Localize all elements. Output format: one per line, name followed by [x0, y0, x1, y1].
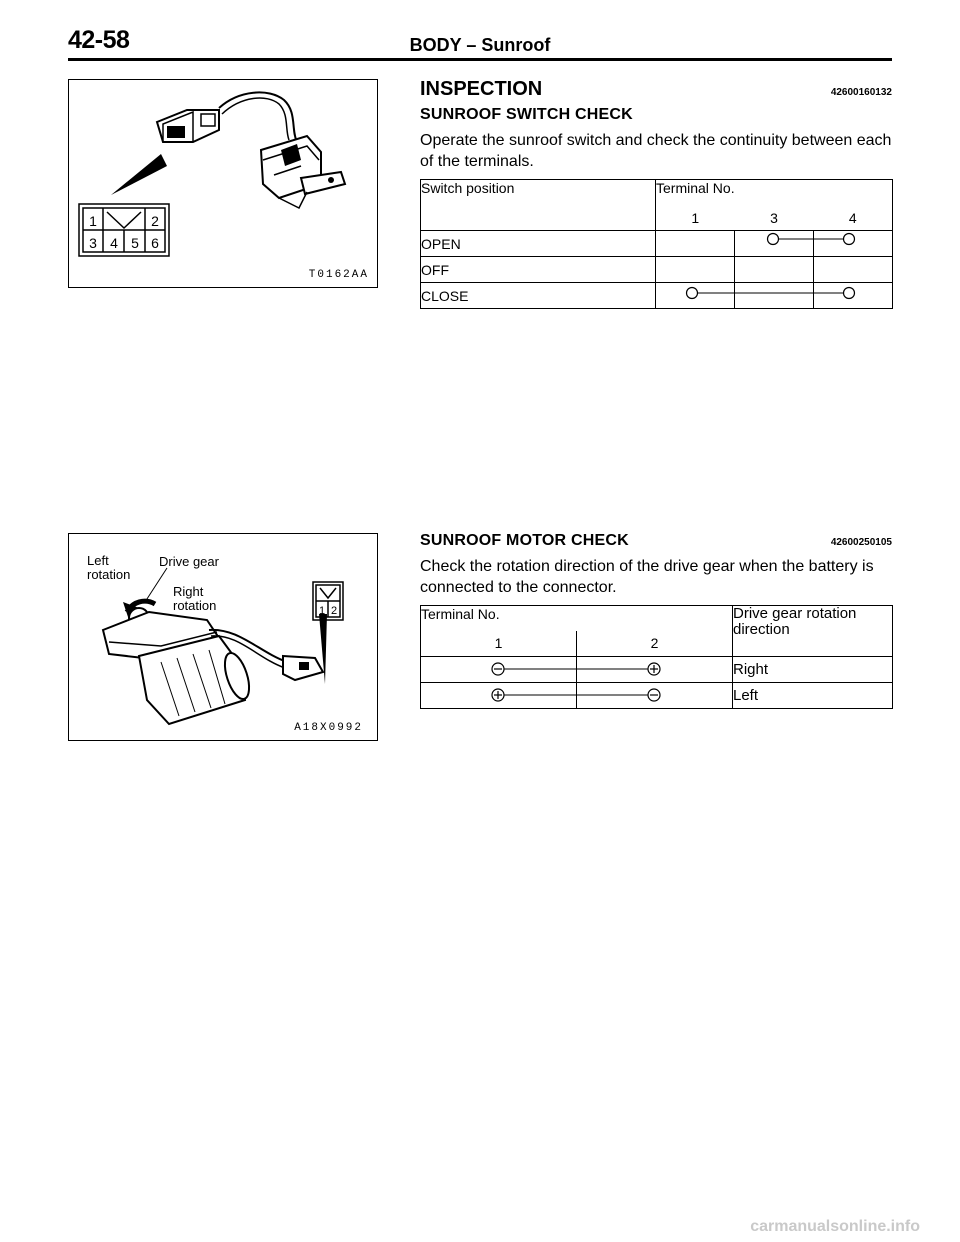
sunroof-switch-figure	[68, 79, 378, 288]
col-header-terminal-no: Terminal No.	[656, 180, 893, 207]
switch-position-off: OFF	[421, 257, 656, 283]
direction-right: Right	[733, 657, 893, 683]
polarity-marks	[420, 657, 732, 711]
motor-connector-pin-diagram	[313, 582, 343, 620]
pin-label: 5	[131, 235, 139, 251]
pin-label: 4	[110, 235, 118, 251]
terminal-number: 1	[421, 631, 577, 657]
col-header-terminal-no: Terminal No.	[421, 606, 733, 631]
motor-check-title: SUNROOF MOTOR CHECK	[420, 532, 629, 549]
switch-check-instruction: Operate the sunroof switch and check the continuity between each of the terminals.	[420, 132, 892, 170]
motor-check-code: 42600250105	[830, 537, 892, 548]
continuity-marks	[656, 231, 893, 311]
callout-drive-gear: Drive gear	[159, 554, 219, 569]
polarity-row-left	[492, 689, 660, 701]
polarity-row-right	[492, 663, 660, 675]
pin-label: 6	[151, 235, 159, 251]
callout-left-rotation: Left rotation	[87, 553, 131, 582]
section-heading: INSPECTION	[420, 78, 543, 100]
sunroof-motor-figure	[68, 533, 378, 741]
figure-code: A18X0992	[294, 722, 363, 734]
continuity-connector-close	[687, 288, 855, 299]
col-header-switch-position: Switch position	[421, 180, 656, 231]
switch-continuity-table	[420, 179, 893, 309]
page-title: BODY – Sunroof	[409, 35, 551, 55]
col-header-rotation-direction: Drive gear rotation direction	[733, 606, 893, 657]
terminal-number: 4	[814, 207, 893, 231]
direction-left: Left	[733, 683, 893, 709]
figure-code: T0162AA	[308, 269, 369, 281]
pin-label: 3	[89, 235, 97, 251]
section-code: 42600160132	[830, 87, 892, 98]
footer-watermark: carmanualsonline.info	[750, 1218, 920, 1235]
pin-label: 2	[330, 605, 338, 617]
callout-right-rotation: Right rotation	[173, 584, 217, 613]
switch-position-close: CLOSE	[421, 283, 656, 309]
continuity-connector-open	[768, 234, 855, 245]
header-rule	[68, 58, 892, 61]
page-number: 42-58	[68, 26, 130, 54]
pin-label: 2	[151, 213, 159, 229]
sunroof-switch-illustration	[69, 80, 377, 287]
switch-position-open: OPEN	[421, 231, 656, 257]
terminal-number: 2	[577, 631, 733, 657]
switch-connector-pin-diagram	[79, 204, 169, 256]
terminal-number: 1	[656, 207, 735, 231]
motor-check-instruction: Check the rotation direction of the drive gear when the battery is connected to the connector.	[420, 558, 874, 596]
switch-check-title: SUNROOF SWITCH CHECK	[420, 106, 633, 123]
motor-rotation-table	[420, 605, 893, 709]
pin-label: 1	[318, 605, 326, 617]
pin-label: 1	[89, 213, 97, 229]
terminal-number: 3	[770, 210, 778, 227]
